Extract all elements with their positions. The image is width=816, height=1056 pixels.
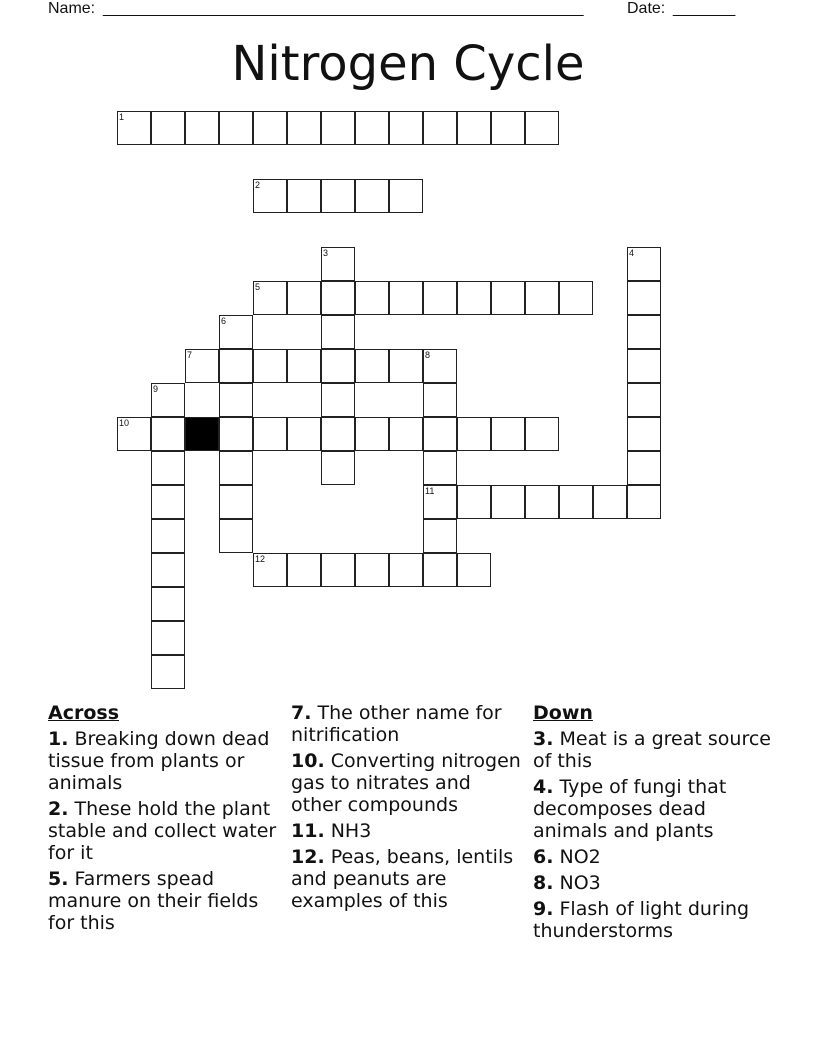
grid-cell[interactable]: [355, 349, 389, 383]
grid-cell[interactable]: [287, 349, 321, 383]
clue-item: [291, 702, 521, 746]
grid-cell[interactable]: [287, 553, 321, 587]
grid-cell[interactable]: [491, 281, 525, 315]
page-title: Nitrogen Cycle: [231, 36, 585, 92]
clue-item: [291, 820, 521, 842]
clue-number: 11: [425, 486, 435, 496]
clue-text: NH3: [324, 820, 372, 842]
grid-cell[interactable]: [389, 553, 423, 587]
clue-text: Meat is a great source of this: [533, 728, 771, 772]
grid-cell[interactable]: [321, 179, 355, 213]
grid-cell[interactable]: [321, 417, 355, 451]
grid-cell[interactable]: [219, 383, 253, 417]
grid-cell[interactable]: [423, 451, 457, 485]
grid-cell[interactable]: [151, 451, 185, 485]
grid-cell[interactable]: [457, 111, 491, 145]
date-line[interactable]: _______: [673, 0, 736, 17]
clue-text: Breaking down dead tissue from plants or animals: [48, 728, 270, 794]
grid-cell[interactable]: [355, 417, 389, 451]
grid-cell[interactable]: [321, 111, 355, 145]
grid-cell[interactable]: [423, 519, 457, 553]
grid-cell[interactable]: [627, 485, 661, 519]
grid-cell[interactable]: [253, 111, 287, 145]
clue-number: 12: [255, 554, 266, 564]
grid-cell[interactable]: [151, 587, 185, 621]
grid-cell[interactable]: [151, 383, 185, 417]
clue-item: [533, 728, 773, 772]
date-label: Date:: [627, 0, 666, 17]
grid-cell[interactable]: [219, 519, 253, 553]
grid-cell[interactable]: [151, 621, 185, 655]
grid-cell[interactable]: [219, 315, 253, 349]
clue-number: 7: [187, 350, 193, 360]
grid-cell[interactable]: [287, 417, 321, 451]
clue-text: Converting nitrogen gas to nitrates and other compounds: [291, 750, 521, 816]
grid-cell[interactable]: [423, 281, 457, 315]
grid-cell[interactable]: [627, 281, 661, 315]
grid-cell[interactable]: [151, 111, 185, 145]
clue-number-label: 8.: [533, 872, 554, 894]
clue-number: 4: [629, 248, 635, 258]
clue-text: Peas, beans, lentils and peanuts are examples of this: [291, 846, 514, 912]
name-line[interactable]: ______________________________________________________: [103, 0, 584, 17]
grid-cell[interactable]: [219, 451, 253, 485]
grid-cell[interactable]: [457, 485, 491, 519]
clue-text: Farmers spead manure on their fields for this: [48, 868, 259, 934]
grid-cell[interactable]: [219, 111, 253, 145]
grid-cell[interactable]: [389, 111, 423, 145]
grid-cell[interactable]: [423, 349, 457, 383]
grid-cell[interactable]: [559, 281, 593, 315]
clue-item: [48, 868, 283, 934]
grid-cell[interactable]: [627, 383, 661, 417]
down-heading: Down: [533, 702, 593, 724]
clue-number: 8: [425, 350, 431, 360]
grid-cell[interactable]: [117, 417, 151, 451]
grid-cell[interactable]: [355, 281, 389, 315]
grid-cell[interactable]: [151, 485, 185, 519]
grid-cell[interactable]: [355, 179, 389, 213]
grid-cell[interactable]: [559, 485, 593, 519]
clue-item: [533, 872, 773, 894]
grid-cell[interactable]: [423, 485, 457, 519]
grid-cell[interactable]: [627, 315, 661, 349]
clue-number-label: 7.: [291, 702, 312, 724]
grid-cell[interactable]: [219, 349, 253, 383]
clue-number: 1: [119, 112, 125, 122]
clue-number-label: 6.: [533, 846, 554, 868]
grid-cell[interactable]: [627, 349, 661, 383]
clue-number-label: 4.: [533, 776, 554, 798]
grid-cell[interactable]: [627, 247, 661, 281]
grid-cell[interactable]: [423, 417, 457, 451]
clue-number-label: 10.: [291, 750, 325, 772]
grid-cell[interactable]: [151, 655, 185, 689]
clue-number: 9: [153, 384, 159, 394]
grid-cell[interactable]: [185, 111, 219, 145]
grid-cell[interactable]: [355, 111, 389, 145]
grid-cell[interactable]: [321, 315, 355, 349]
grid-cell[interactable]: [253, 349, 287, 383]
clue-column-3: [533, 702, 773, 946]
clue-text: Type of fungi that decomposes dead animals and plants: [533, 776, 727, 842]
grid-cell[interactable]: [151, 417, 185, 451]
grid-cell[interactable]: [457, 281, 491, 315]
clue-column-1: [48, 702, 283, 938]
grid-cell[interactable]: [287, 111, 321, 145]
grid-cell[interactable]: [627, 417, 661, 451]
clue-number: 3: [323, 248, 329, 258]
grid-cell[interactable]: [321, 247, 355, 281]
clue-number-label: 1.: [48, 728, 69, 750]
grid-cell[interactable]: [525, 111, 559, 145]
clue-number-label: 2.: [48, 798, 69, 820]
grid-cell[interactable]: [219, 417, 253, 451]
name-label: Name:: [48, 0, 96, 17]
grid-cell[interactable]: [321, 451, 355, 485]
clue-item: [48, 798, 283, 864]
grid-cell[interactable]: [491, 485, 525, 519]
clue-item: [291, 750, 521, 816]
clue-text: NO3: [553, 872, 601, 894]
grid-cell[interactable]: [525, 281, 559, 315]
clue-number: 5: [255, 282, 261, 292]
grid-cell[interactable]: [117, 111, 151, 145]
clue-column-2: [291, 702, 521, 916]
grid-cell[interactable]: [423, 111, 457, 145]
grid-cell[interactable]: [593, 485, 627, 519]
clue-item: [533, 846, 773, 868]
blocked-square: [185, 417, 219, 451]
grid-cell[interactable]: [457, 553, 491, 587]
grid-cell[interactable]: [321, 553, 355, 587]
clue-number-label: 11.: [291, 820, 325, 842]
grid-cell[interactable]: [457, 417, 491, 451]
grid-cell[interactable]: [389, 281, 423, 315]
clue-item: [533, 898, 773, 942]
across-heading: Across: [48, 702, 120, 724]
grid-cell[interactable]: [389, 417, 423, 451]
clue-item: [291, 846, 521, 912]
grid-cell[interactable]: [151, 519, 185, 553]
grid-cell[interactable]: [423, 383, 457, 417]
grid-cell[interactable]: [253, 553, 287, 587]
clue-text: Flash of light during thunderstorms: [533, 898, 750, 942]
grid-cell[interactable]: [423, 553, 457, 587]
grid-cell[interactable]: [321, 383, 355, 417]
grid-cell[interactable]: [253, 179, 287, 213]
clue-text: NO2: [553, 846, 601, 868]
clue-number: 2: [255, 180, 261, 190]
grid-cell[interactable]: [627, 451, 661, 485]
clue-text: These hold the plant stable and collect water for it: [48, 798, 277, 864]
grid-cell[interactable]: [525, 485, 559, 519]
grid-cell[interactable]: [389, 179, 423, 213]
grid-cell[interactable]: [525, 417, 559, 451]
clue-number: 10: [119, 418, 130, 428]
grid-cell[interactable]: [321, 281, 355, 315]
grid-cell[interactable]: [253, 281, 287, 315]
clue-item: [533, 776, 773, 842]
clue-number-label: 12.: [291, 846, 325, 868]
grid-cell[interactable]: [321, 349, 355, 383]
clue-text: The other name for nitrification: [291, 702, 502, 746]
grid-cell[interactable]: [287, 281, 321, 315]
grid-cell[interactable]: [253, 417, 287, 451]
grid-cell[interactable]: [219, 485, 253, 519]
grid-cell[interactable]: [491, 417, 525, 451]
grid-cell[interactable]: [389, 349, 423, 383]
grid-cell[interactable]: [355, 553, 389, 587]
clue-item: [48, 728, 283, 794]
grid-cell[interactable]: [491, 111, 525, 145]
clue-number-label: 3.: [533, 728, 554, 750]
grid-cell[interactable]: [151, 553, 185, 587]
clue-number-label: 5.: [48, 868, 69, 890]
grid-cell[interactable]: [185, 349, 219, 383]
clue-number: 6: [221, 316, 227, 326]
grid-cell[interactable]: [287, 179, 321, 213]
clue-number-label: 9.: [533, 898, 554, 920]
